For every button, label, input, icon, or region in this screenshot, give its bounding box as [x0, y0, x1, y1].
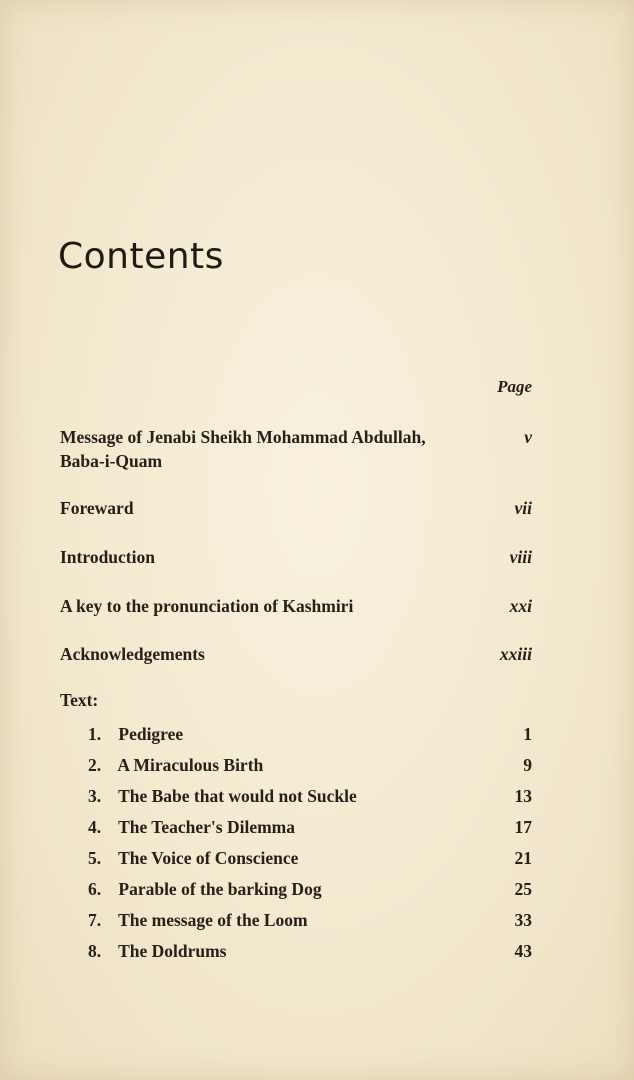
chapter-page: 43 [514, 941, 532, 961]
chapter-page: 9 [523, 755, 532, 775]
chapter-title: The Teacher's Dilemma [118, 817, 295, 837]
toc-entry-acknowledgements [60, 642, 532, 666]
chapter-row [88, 753, 532, 784]
chapter-page: 25 [514, 879, 532, 899]
chapter-page: 33 [514, 910, 532, 930]
toc-entry-introduction [60, 545, 532, 569]
chapter-row [88, 939, 532, 970]
toc-entry-message [60, 425, 532, 473]
toc-entry-title: Message of Jenabi Sheikh Mohammad Abdullah, Baba-i-Quam [60, 427, 426, 471]
toc-entry-title: Foreward [60, 498, 134, 518]
chapter-row [88, 877, 532, 908]
toc-entry-page: viii [509, 547, 532, 567]
chapter-number: 4. [88, 817, 102, 837]
chapter-page: 1 [523, 724, 532, 744]
chapter-title: The message of the Loom [118, 910, 308, 930]
chapter-page: 21 [514, 848, 532, 868]
chapter-page: 13 [514, 786, 532, 806]
chapter-list [88, 722, 532, 970]
chapter-row [88, 784, 532, 815]
toc-entry-page: vii [514, 498, 532, 518]
chapter-title: Pedigree [118, 724, 184, 744]
page-column-label: Page [497, 377, 532, 396]
chapter-number: 3. [88, 786, 102, 806]
chapter-row [88, 722, 532, 753]
chapter-number: 6. [88, 879, 102, 899]
chapter-title: The Voice of Conscience [118, 848, 299, 868]
toc-entry-title: A key to the pronunciation of Kashmiri [60, 596, 354, 616]
toc-entry-page: xxi [509, 596, 532, 616]
chapter-number: 2. [88, 755, 102, 775]
contents-heading: Contents [58, 236, 224, 277]
toc-entry-page: v [524, 427, 532, 447]
toc-entry-title: Acknowledgements [60, 644, 205, 664]
chapter-title: Parable of the barking Dog [118, 879, 322, 899]
chapter-row [88, 908, 532, 939]
chapter-number: 8. [88, 941, 102, 961]
toc-entry-title: Introduction [60, 547, 155, 567]
chapter-row [88, 846, 532, 877]
toc-entry-foreward [60, 496, 532, 520]
chapter-number: 7. [88, 910, 102, 930]
toc-entry-page: xxiii [499, 644, 532, 664]
chapter-page: 17 [514, 817, 532, 837]
text-section-label: Text: [60, 690, 99, 710]
chapter-number: 1. [88, 724, 102, 744]
toc-entry-pronunciation-key [60, 594, 532, 618]
chapter-row [88, 815, 532, 846]
chapter-title: The Babe that would not Suckle [118, 786, 357, 806]
chapter-title: The Doldrums [118, 941, 227, 961]
chapter-number: 5. [88, 848, 102, 868]
chapter-title: A Miraculous Birth [117, 755, 264, 775]
